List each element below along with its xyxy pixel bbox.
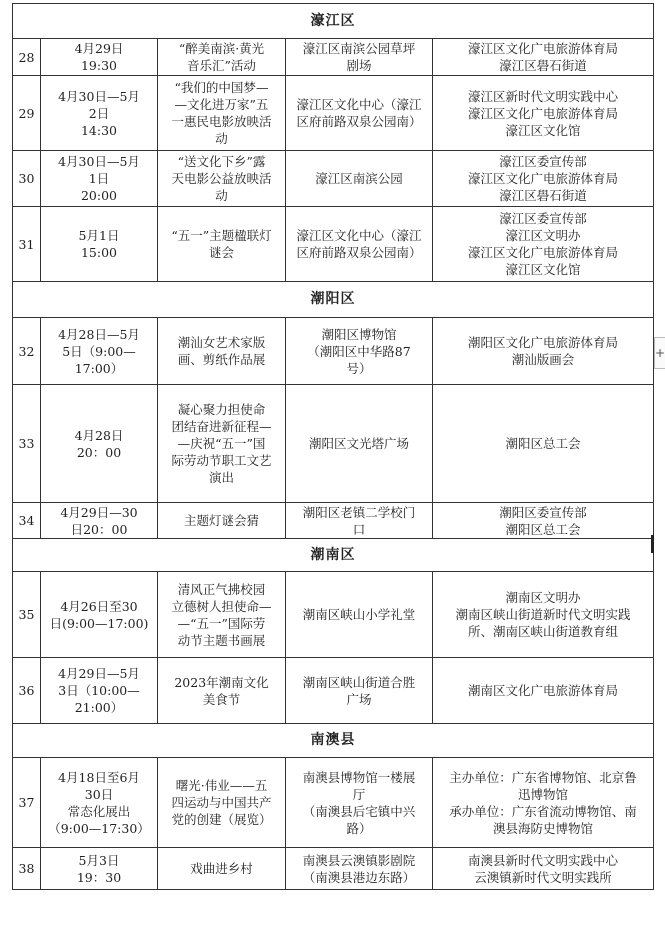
cell-line: 4月29日: [74, 41, 124, 56]
cell-line: 潮汕版画会: [511, 352, 575, 367]
time-cell: [41, 39, 158, 76]
row-number: 29: [13, 76, 41, 151]
venue-cell: [286, 151, 433, 207]
cell-line: 四运动与中国共产: [171, 795, 272, 810]
cell-line: 天电影公益放映活: [171, 171, 272, 186]
cell-line: 20：00: [76, 444, 122, 460]
cell-line: 广场: [346, 691, 372, 707]
venue-cell: [286, 39, 433, 76]
organizer-cell: [433, 151, 654, 207]
organizer-cell: [433, 503, 654, 539]
cell-line: 潮阳区文光塔广场: [308, 436, 409, 451]
cell-line: —“五一”国际劳: [177, 615, 266, 631]
cell-line: 主题灯谜会猜: [183, 513, 259, 528]
table-row: [13, 658, 654, 724]
cell-line: 17:00）: [74, 360, 124, 376]
cell-line: 立德树人担使命—: [171, 598, 272, 614]
cell-line: 濠江区委宣传部: [499, 211, 587, 226]
section-title: 南澳县: [13, 724, 654, 758]
row-number: 31: [13, 207, 41, 282]
section-title: 濠江区: [13, 4, 654, 39]
table-row: [13, 39, 654, 76]
cell-line: 4月30日—5月: [58, 154, 140, 169]
event-cell: [158, 503, 286, 539]
event-cell: [158, 658, 286, 724]
cell-line: 1日: [88, 171, 110, 186]
cell-line: 区府前路双泉公园南）: [296, 114, 422, 129]
row-number: 35: [13, 572, 41, 658]
cell-line: 潮汕女艺术家版: [177, 335, 266, 350]
table-row: [13, 76, 654, 151]
cell-line: 濠江区文化广电旅游体育局: [467, 41, 618, 56]
table-row: [13, 207, 654, 282]
cell-line: 5月1日: [78, 228, 120, 243]
cell-line: （潮阳区中华路87: [307, 343, 411, 359]
section-row: [13, 4, 654, 39]
cell-line: 日(9:00—17:00): [49, 615, 149, 631]
cell-line: 潮阳区委宣传部: [499, 504, 587, 520]
cell-line: 承办单位：广东省流动博物馆、南: [449, 803, 637, 819]
cell-line: 潮南区峡山街道合胜: [302, 674, 416, 690]
cell-line: 南澳县新时代文明实践中心: [467, 852, 618, 868]
cell-line: 濠江区礐石街道: [499, 188, 587, 203]
cell-line: 2日: [88, 105, 110, 121]
event-cell: [158, 151, 286, 207]
cell-line: （南澳县港边东路）: [302, 869, 416, 885]
cell-line: 动节主题书画展: [177, 632, 266, 648]
cell-line: 濠江区文化馆: [505, 262, 581, 277]
time-cell: [41, 848, 158, 890]
section-row: [13, 282, 654, 318]
cell-line: 濠江区文化广电旅游体育局: [467, 105, 618, 121]
time-cell: [41, 503, 158, 539]
cell-line: 20:00: [80, 188, 118, 203]
cell-line: 清风正气拂校园: [177, 581, 266, 597]
cell-line: 4月26日至30: [60, 598, 138, 614]
cell-line: 潮南区文明办: [505, 590, 581, 605]
cell-line: 5日（9:00—: [62, 343, 136, 359]
table-row: [13, 385, 654, 503]
organizer-cell: [433, 658, 654, 724]
event-cell: [158, 76, 286, 151]
cell-line: 濠江区文化中心（濠江: [296, 228, 422, 243]
table-row: [13, 758, 654, 848]
table-row: [13, 572, 654, 658]
cell-line: 厅: [352, 786, 366, 802]
cell-line: 演出: [208, 470, 234, 485]
time-cell: [41, 658, 158, 724]
cell-line: 号）: [346, 360, 372, 376]
cell-line: 一惠民电影放映活: [171, 114, 272, 129]
section-title: 潮南区: [13, 539, 654, 572]
cell-line: 4月30日—5月: [58, 88, 140, 104]
table-row: [13, 318, 654, 385]
cell-line: “五一”主题楹联灯: [171, 228, 272, 243]
cell-line: 南澳县云澳镇影剧院: [302, 852, 416, 868]
time-cell: [41, 758, 158, 848]
time-cell: [41, 385, 158, 503]
event-cell: [158, 758, 286, 848]
organizer-cell: [433, 39, 654, 76]
section-title: 潮阳区: [13, 282, 654, 318]
table-row: [13, 151, 654, 207]
cell-line: 党的创建（展览）: [171, 812, 272, 827]
table-row: [13, 503, 654, 539]
cell-line: 潮阳区博物馆: [321, 326, 397, 342]
venue-cell: [286, 503, 433, 539]
cell-line: 潮阳区总工会: [505, 521, 581, 537]
cell-line: 戏曲进乡村: [190, 861, 253, 876]
row-number: 30: [13, 151, 41, 207]
cell-line: 濠江区文化广电旅游体育局: [467, 171, 618, 186]
cell-line: “送文化下乡”露: [177, 154, 266, 169]
cell-line: 潮南区峡山街道新时代文明实践: [455, 607, 631, 622]
event-cell: [158, 848, 286, 890]
cell-line: 谜会: [208, 245, 234, 260]
cell-line: 30日: [84, 786, 114, 802]
edge-marker: [651, 535, 654, 553]
venue-cell: [286, 848, 433, 890]
venue-cell: [286, 572, 433, 658]
event-cell: [158, 318, 286, 385]
cell-line: 19:30: [80, 58, 118, 73]
row-number: 38: [13, 848, 41, 890]
cell-line: 画、剪纸作品展: [177, 352, 266, 367]
row-number: 36: [13, 658, 41, 724]
event-cell: [158, 39, 286, 76]
venue-cell: [286, 658, 433, 724]
row-number: 32: [13, 318, 41, 385]
cell-line: 路）: [346, 820, 372, 836]
cell-line: 2023年潮南文化: [174, 674, 269, 690]
cell-line: 濠江区文明办: [505, 228, 581, 243]
venue-cell: [286, 207, 433, 282]
cell-line: 动: [215, 188, 228, 203]
cell-line: 潮阳区文化广电旅游体育局: [467, 335, 618, 350]
row-number: 34: [13, 503, 41, 539]
event-cell: [158, 385, 286, 503]
cell-line: 19：30: [76, 869, 122, 885]
row-number: 28: [13, 39, 41, 76]
cell-line: 潮阳区总工会: [505, 436, 581, 451]
cell-line: 剧场: [346, 58, 372, 73]
cell-line: 口: [352, 521, 366, 537]
cell-line: 日20：00: [70, 521, 128, 537]
cell-line: 常态化展出: [67, 803, 131, 819]
cell-line: 团结奋进新征程—: [171, 419, 272, 434]
cell-line: 4月29日—30: [60, 504, 138, 520]
cell-line: 南澳县博物馆一楼展: [302, 769, 416, 785]
cell-line: 动: [215, 131, 228, 146]
time-cell: [41, 572, 158, 658]
organizer-cell: [433, 318, 654, 385]
cell-line: 3日（10:00—: [58, 683, 140, 698]
venue-cell: [286, 385, 433, 503]
expand-button[interactable]: +: [654, 337, 665, 369]
cell-line: 濠江区文化广电旅游体育局: [467, 245, 618, 260]
organizer-cell: [433, 848, 654, 890]
venue-cell: [286, 318, 433, 385]
row-number: 37: [13, 758, 41, 848]
cell-line: 潮阳区老镇二学校门: [302, 504, 416, 520]
cell-line: 际劳动节职工文艺: [171, 453, 272, 468]
cell-line: 濠江区新时代文明实践中心: [467, 88, 618, 104]
time-cell: [41, 151, 158, 207]
venue-cell: [286, 76, 433, 151]
organizer-cell: [433, 572, 654, 658]
cell-line: “醉美南滨·黄光: [178, 41, 265, 56]
section-row: [13, 724, 654, 758]
event-cell: [158, 572, 286, 658]
cell-line: 云澳镇新时代文明实践所: [474, 869, 612, 885]
venue-cell: [286, 758, 433, 848]
cell-line: 曙光·伟业——五: [175, 778, 268, 793]
time-cell: [41, 76, 158, 151]
cell-line: 区府前路双泉公园南）: [296, 245, 422, 260]
cell-line: 濠江区礐石街道: [499, 58, 587, 73]
cell-line: 所、潮南区峡山街道教育组: [467, 624, 618, 639]
organizer-cell: [433, 76, 654, 151]
cell-line: 潮南区峡山小学礼堂: [302, 607, 416, 622]
cell-line: 濠江区南滨公园: [315, 171, 403, 186]
cell-line: 美食节: [202, 691, 241, 707]
cell-line: 4月18日至6月: [58, 769, 140, 785]
cell-line: “我们的中国梦—: [174, 80, 269, 95]
organizer-cell: [433, 207, 654, 282]
section-row: [13, 539, 654, 572]
cell-line: 音乐汇”活动: [187, 58, 256, 73]
table-row: [13, 848, 654, 890]
cell-line: 濠江区文化馆: [505, 122, 581, 138]
cell-line: 濠江区委宣传部: [499, 154, 587, 169]
row-number: 33: [13, 385, 41, 503]
event-cell: [158, 207, 286, 282]
organizer-cell: [433, 385, 654, 503]
organizer-cell: [433, 758, 654, 848]
time-cell: [41, 207, 158, 282]
cell-line: 濠江区南滨公园草坪: [302, 41, 416, 56]
cell-line: 4月28日: [74, 427, 124, 443]
cell-line: 15:00: [80, 245, 118, 260]
cell-line: 5月3日: [78, 852, 120, 868]
cell-line: 主办单位：广东省博物馆、北京鲁: [449, 769, 637, 785]
cell-line: 凝心聚力担使命: [177, 402, 266, 417]
cell-line: 迅博物馆: [517, 786, 568, 802]
cell-line: 4月29日—5月: [58, 666, 140, 681]
cell-line: 澳县海防史博物馆: [492, 820, 593, 836]
cell-line: 4月28日—5月: [58, 326, 140, 342]
cell-line: —文化进万家”五: [174, 97, 269, 112]
cell-line: —庆祝“五一”国: [177, 436, 266, 451]
cell-line: 21:00）: [74, 700, 124, 715]
activity-schedule-table: [12, 3, 653, 890]
cell-line: 濠江区文化中心（濠江: [296, 97, 422, 112]
cell-line: 14:30: [80, 122, 118, 138]
time-cell: [41, 318, 158, 385]
cell-line: （南澳县后宅镇中兴: [302, 803, 416, 819]
cell-line: 潮南区文化广电旅游体育局: [467, 683, 618, 698]
cell-line: （9:00—17:30）: [48, 820, 150, 836]
